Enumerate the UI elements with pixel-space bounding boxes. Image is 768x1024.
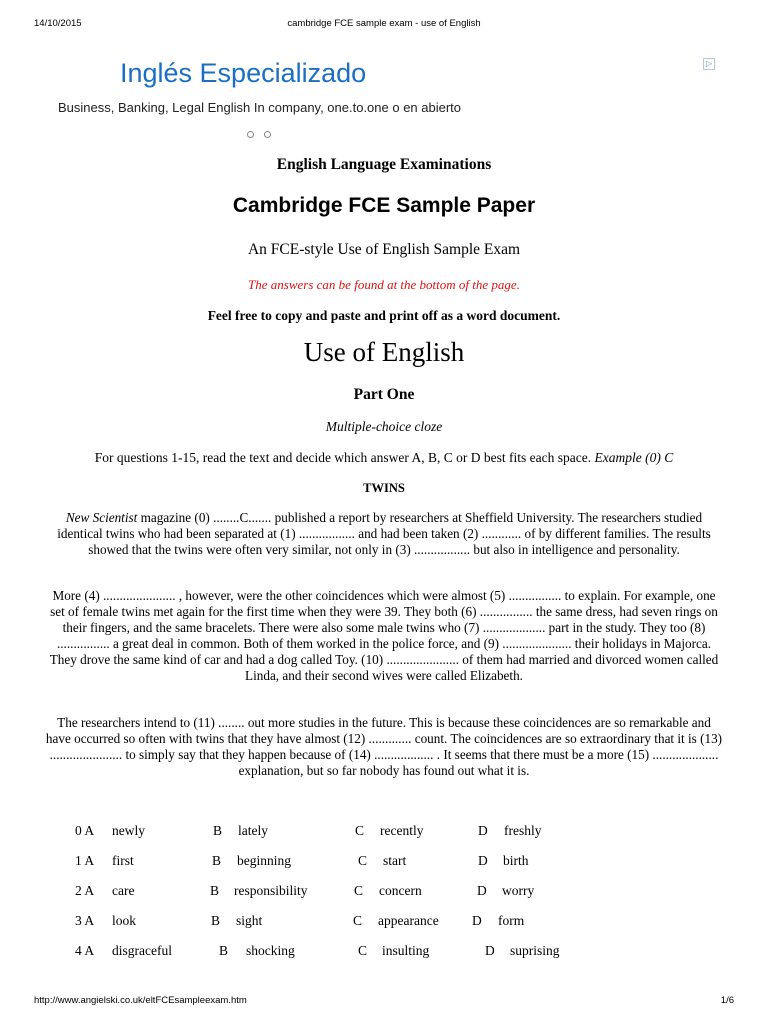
option-d-letter: D [485, 943, 495, 958]
option-number: 1 A [75, 853, 95, 868]
ad-carousel-dots[interactable] [247, 125, 277, 135]
option-b-letter: B [219, 943, 229, 958]
option-b: responsibility [234, 883, 308, 898]
option-d: freshly [504, 823, 542, 838]
option-number: 0 A [75, 823, 95, 838]
print-page-number: 1/6 [720, 995, 734, 1006]
ad-choices-icon[interactable]: ▷ [703, 58, 715, 70]
exams-heading: English Language Examinations [276, 156, 492, 173]
text-paragraph-3: The researchers intend to (11) ........ out more studies in the future. This is because these coincidences are so remarkable and have occurred so often with twins that they have almost (12) ............. count. The coincidences are so extraordinary that it is (13) ...................... to simply say that they happen because of (14) .................. . It seems that there must be a more (15) .................... explanation, but so far nobody has found out what it is. [45, 715, 723, 778]
page-subtitle: An FCE-style Use of English Sample Exam [247, 241, 521, 258]
print-page-title: cambridge FCE sample exam - use of English [287, 18, 481, 29]
option-d-letter: D [478, 853, 488, 868]
option-c: recently [380, 823, 424, 838]
section-title: Use of English [303, 337, 465, 367]
option-b-letter: B [211, 913, 221, 928]
option-d: worry [502, 883, 535, 898]
part-type: Multiple-choice cloze [325, 419, 443, 434]
print-date: 14/10/2015 [34, 18, 82, 29]
magazine-name: New Scientist [65, 510, 138, 525]
option-row [0, 823, 768, 841]
instructions-text: For questions 1-15, read the text and decide which answer A, B, C or D best fits each space. [94, 450, 592, 465]
instructions [44, 450, 724, 466]
option-c: appearance [378, 913, 439, 928]
option-a: care [112, 883, 135, 898]
option-row [0, 943, 768, 961]
option-a: look [112, 913, 137, 928]
option-c: insulting [382, 943, 430, 958]
option-d-letter: D [472, 913, 482, 928]
option-a: first [112, 853, 134, 868]
print-url: http://www.angielski.co.uk/eltFCEsampleexam.htm [34, 995, 247, 1006]
option-b: sight [236, 913, 263, 928]
option-row [0, 883, 768, 901]
print-footer [34, 995, 734, 1009]
option-b: beginning [237, 853, 291, 868]
paragraph-1-text: magazine (0) ........C....... published a report by researchers at Sheffield University. The researchers studied identical twins who had been separated at (1) ................. and had been taken (2) ............ of by different families. The results showed that the twins were often very similar, not only in (3) ................. but also in intelligence and personality. [57, 510, 711, 557]
ad-dot-2[interactable] [264, 131, 271, 138]
option-number: 3 A [75, 913, 95, 928]
option-c: concern [379, 883, 422, 898]
option-a: newly [112, 823, 145, 838]
option-c-letter: C [355, 823, 365, 838]
copy-note: Feel free to copy and paste and print off as a word document. [207, 308, 561, 323]
option-d-letter: D [478, 823, 488, 838]
option-a: disgraceful [112, 943, 172, 958]
answers-note: The answers can be found at the bottom of the page. [248, 277, 520, 292]
option-number: 4 A [75, 943, 95, 958]
option-c-letter: C [354, 883, 364, 898]
option-row [0, 913, 768, 931]
option-b-letter: B [213, 823, 223, 838]
part-heading: Part One [353, 386, 415, 403]
option-row [0, 853, 768, 871]
ad-subtitle: Business, Banking, Legal English In company, one.to.one o en abierto [58, 100, 462, 115]
page-title: Cambridge FCE Sample Paper [232, 194, 536, 217]
instructions-example: Example (0) C [594, 450, 674, 465]
option-c-letter: C [358, 943, 368, 958]
option-d: suprising [510, 943, 560, 958]
text-paragraph-2: More (4) ...................... , however, were the other coincidences which were almost (5) ................ to explain. For example, one set of female twins met again for the first time when they were 39. They both (6) ................ the same dress, had seven rings on their fingers, and the same bracelets. There were also some male twins who (7) ................... part in the study. They too (8) ................ a great deal in common. Both of them worked in the police force, and (9) ..................... their holidays in Majorca. They drove the same kind of car and had a dog called Toy. (10) ...................... of them had married and divorced women called Linda, and their second wives were called Elizabeth. [49, 588, 719, 683]
text-title: TWINS [363, 481, 405, 495]
ad-title-link[interactable]: Inglés Especializado [120, 58, 367, 88]
option-c-letter: C [358, 853, 368, 868]
option-b-letter: B [212, 853, 222, 868]
option-c-letter: C [353, 913, 363, 928]
option-b-letter: B [210, 883, 220, 898]
print-header [34, 18, 734, 32]
option-d: form [498, 913, 525, 928]
option-c: start [383, 853, 407, 868]
text-paragraph-1 [44, 510, 724, 558]
ad-dot-1[interactable] [247, 131, 254, 138]
option-b: shocking [246, 943, 295, 958]
option-number: 2 A [75, 883, 95, 898]
option-d-letter: D [477, 883, 487, 898]
advertisement[interactable] [56, 56, 716, 146]
option-d: birth [503, 853, 529, 868]
option-b: lately [238, 823, 268, 838]
